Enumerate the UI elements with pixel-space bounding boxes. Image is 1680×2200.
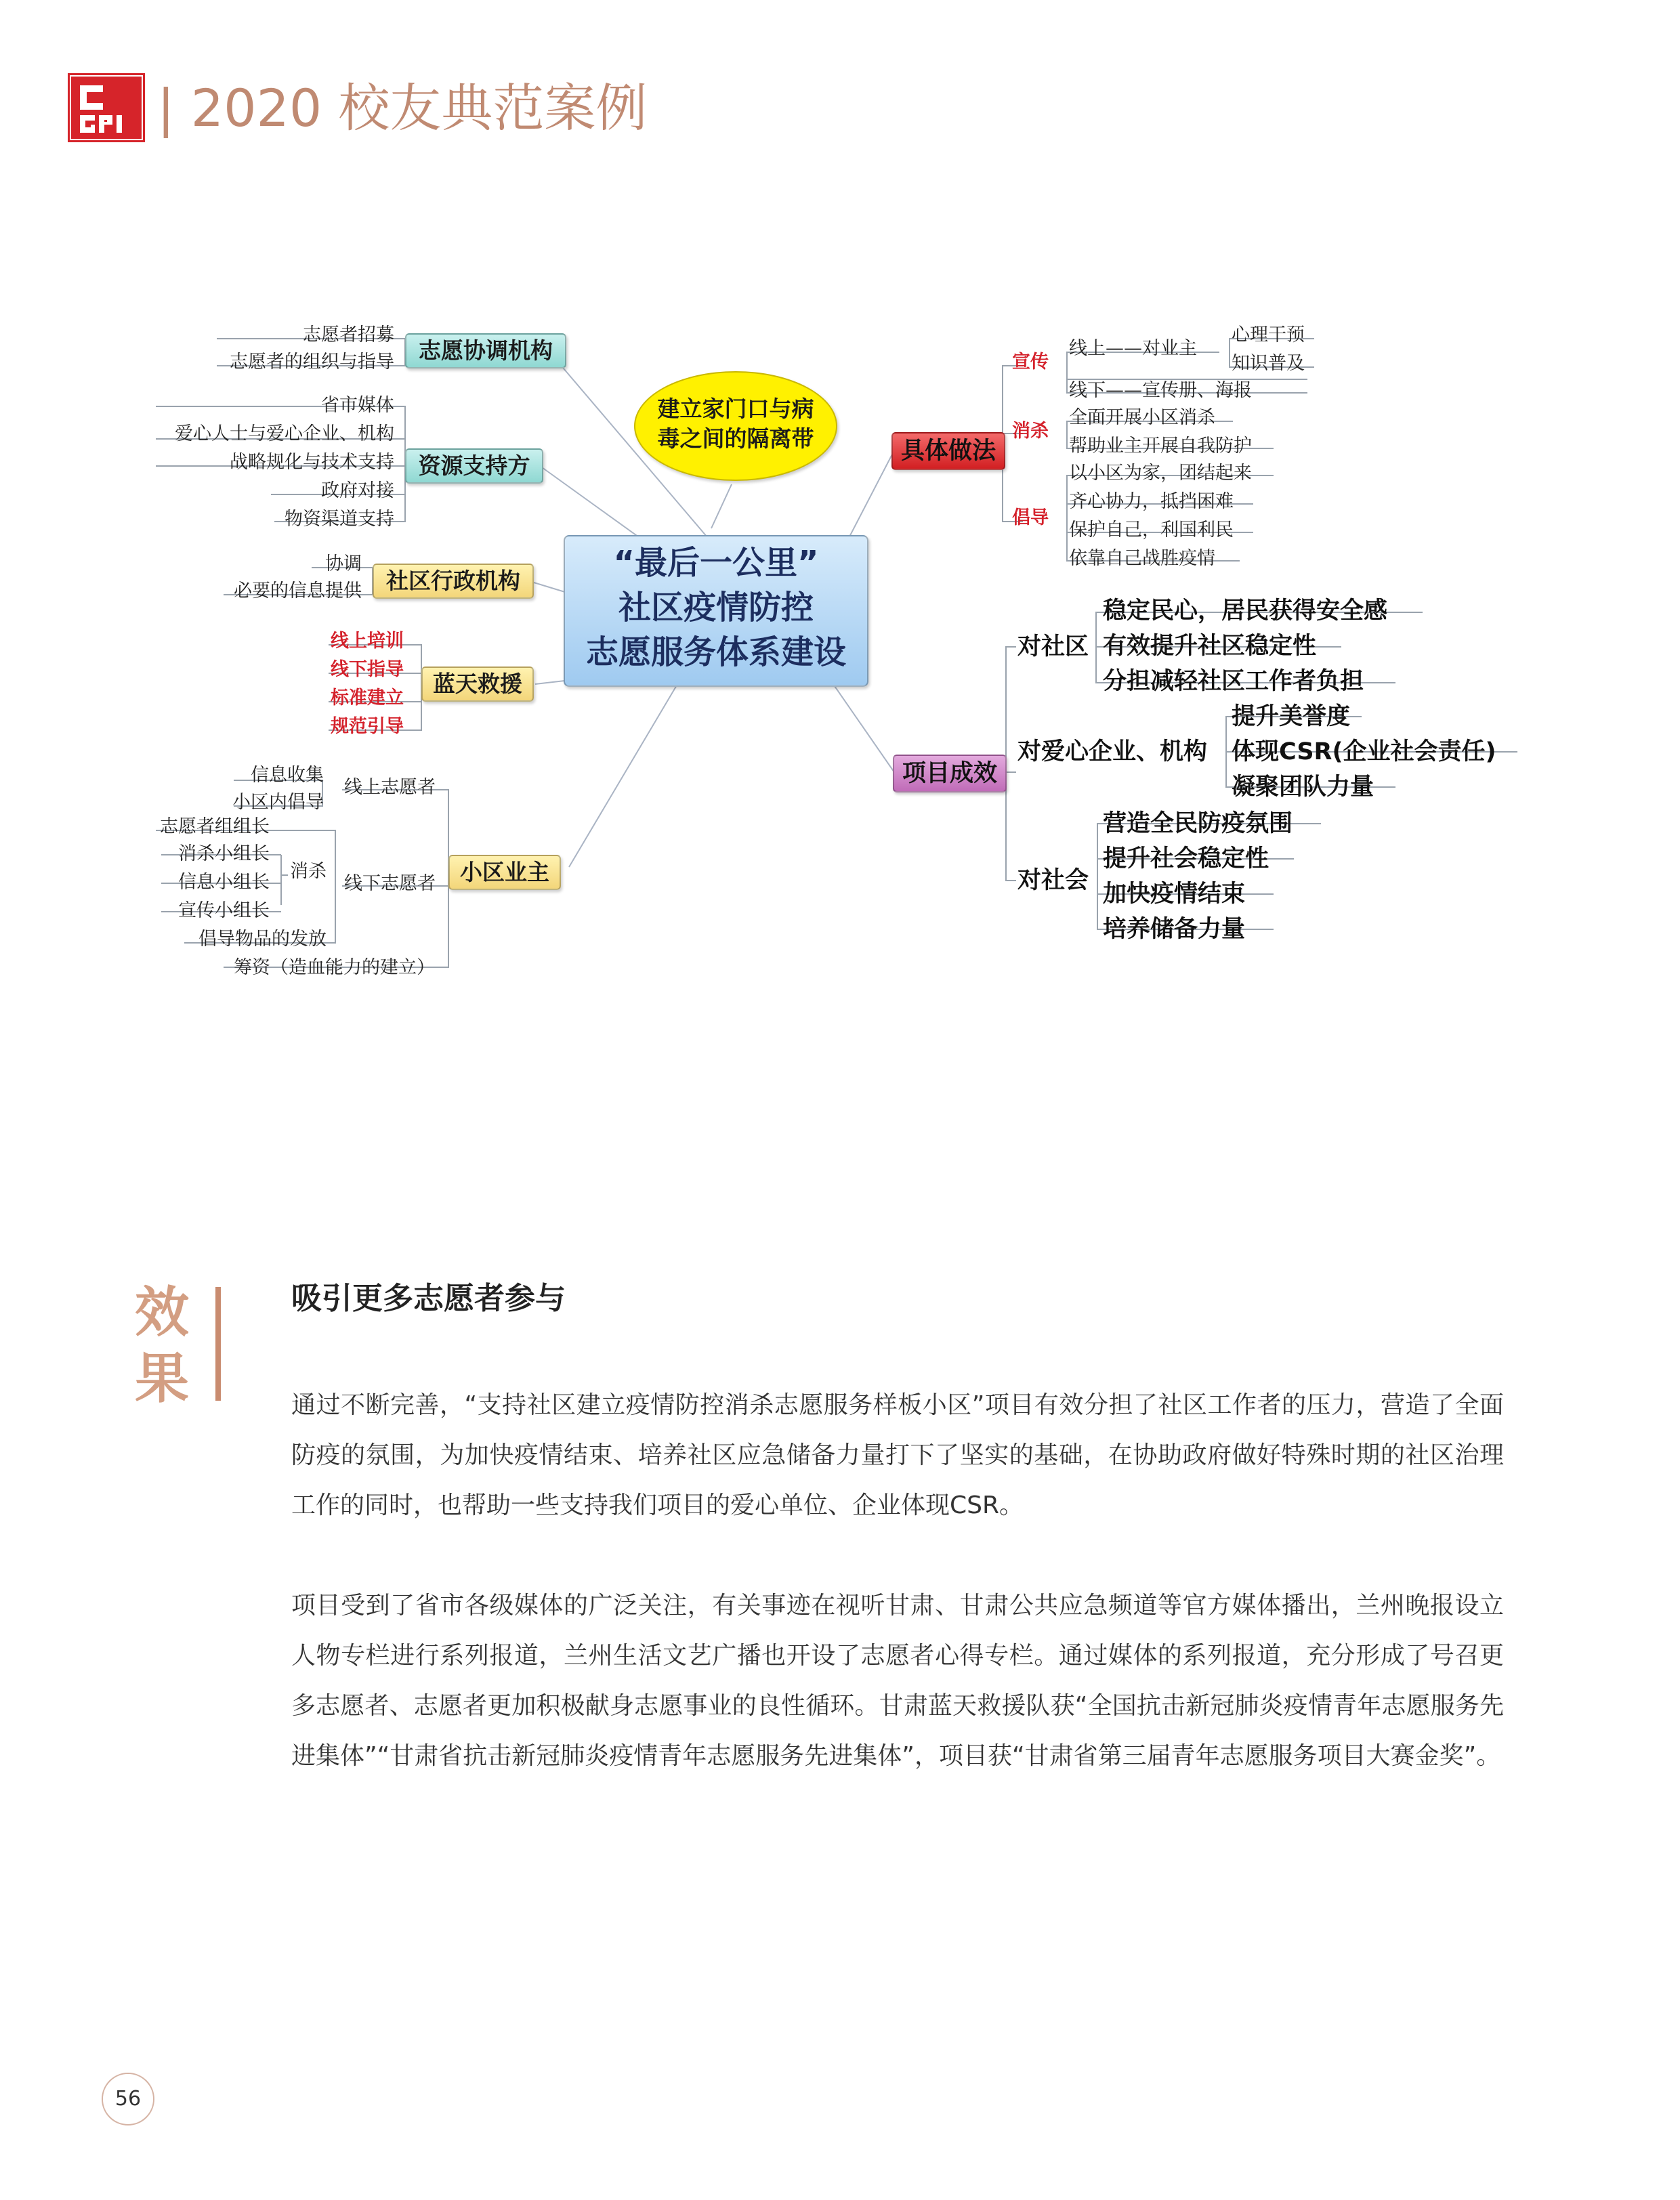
rescue-node: 蓝天救援 <box>421 667 534 702</box>
callout-line-1: 建立家门口与病 <box>657 396 814 422</box>
owners-offline-item: 志愿者组组长 <box>160 816 270 837</box>
rescue-item: 线下指导 <box>331 659 404 680</box>
methods-disinfection-item: 帮助业主开展自我防护 <box>1069 436 1252 457</box>
results-society-item: 提升社会稳定性 <box>1103 845 1269 872</box>
effect-label-char: 果 <box>135 1347 189 1410</box>
effect-heading: 吸引更多志愿者参与 <box>291 1280 566 1316</box>
methods-disinfection-label: 消杀 <box>1012 421 1049 442</box>
results-society-item: 培养储备力量 <box>1103 916 1246 943</box>
callout-line-2: 毒之间的隔离带 <box>657 425 814 452</box>
results-society-item: 加快疫情结束 <box>1103 881 1246 908</box>
results-enterprises-item: 凝聚团队力量 <box>1232 774 1374 801</box>
resources-item: 政府对接 <box>321 480 394 501</box>
center-node <box>564 535 868 687</box>
methods-advocacy-item: 齐心协力，抵挡困难 <box>1069 491 1234 512</box>
coordination-node: 志愿协调机构 <box>405 333 566 368</box>
results-community-item: 有效提升社区稳定性 <box>1103 633 1317 660</box>
rescue-item: 线上培训 <box>331 631 404 652</box>
rescue-item: 规范引导 <box>331 716 404 737</box>
owners-disinfection-item: 信息小组长 <box>178 872 270 893</box>
coordination-item: 志愿者招募 <box>303 324 394 345</box>
methods-advocacy-item: 保护自己，利国利民 <box>1069 520 1234 541</box>
results-society-label: 对社会 <box>1017 867 1089 894</box>
resources-node: 资源支持方 <box>405 448 543 484</box>
owners-node: 小区业主 <box>448 855 561 890</box>
rescue-item: 标准建立 <box>331 688 404 708</box>
results-enterprises-label: 对爱心企业、机构 <box>1017 738 1208 765</box>
coordination-item: 志愿者的组织与指导 <box>230 352 394 373</box>
admin-item: 必要的信息提供 <box>234 580 362 601</box>
methods-advocacy-item: 依靠自己战胜疫情 <box>1069 548 1215 569</box>
methods-publicity-online: 线上——对业主 <box>1069 338 1197 359</box>
methods-publicity-online-item: 心理干预 <box>1232 324 1305 345</box>
center-line-2: 社区疫情防控 <box>618 589 814 627</box>
effect-divider <box>215 1287 221 1401</box>
methods-publicity-offline: 线下——宣传册、海报 <box>1069 380 1252 401</box>
results-enterprises-item: 体现CSR(企业社会责任) <box>1232 738 1496 765</box>
admin-node: 社区行政机构 <box>373 564 534 599</box>
methods-publicity-label: 宣传 <box>1012 352 1049 373</box>
results-community-item: 分担减轻社区工作者负担 <box>1103 668 1364 695</box>
results-enterprises-item: 提升美誉度 <box>1232 703 1351 730</box>
methods-advocacy-label: 倡导 <box>1012 507 1049 528</box>
owners-disinfection-item: 宣传小组长 <box>178 900 270 921</box>
effect-paragraph: 项目受到了省市各级媒体的广泛关注，有关事迹在视听甘肃、甘肃公共应急频道等官方媒体播出，兰州晚报设立人物专栏进行系列报道，兰州生活文艺广播也开设了志愿者心得专栏。通过媒体的系列报道，充分形成了号召更多志愿者、志愿者更加积极献身志愿事业的良性循环。甘肃蓝天救援队获“全国抗击新冠肺炎疫情青年志愿服务先进集体”“甘肃省抗击新冠肺炎疫情青年志愿服务先进集体”，项目获“甘肃省第三届青年志愿服务项目大赛金奖”。 <box>291 1592 1504 1770</box>
results-society-item: 营造全民防疫氛围 <box>1103 810 1293 837</box>
results-community-label: 对社区 <box>1017 633 1089 660</box>
methods-node: 具体做法 <box>891 432 1005 470</box>
owners-online-item: 小区内倡导 <box>232 792 324 813</box>
resources-item: 物资渠道支持 <box>285 509 394 530</box>
owners-offline-label: 线下志愿者 <box>344 873 436 894</box>
owners-online-item: 信息收集 <box>251 765 324 786</box>
owners-offline-item: 倡导物品的发放 <box>198 929 327 950</box>
resources-item: 战略规化与技术支持 <box>230 452 394 473</box>
results-node: 项目成效 <box>893 755 1007 792</box>
methods-disinfection-item: 全面开展小区消杀 <box>1069 407 1215 428</box>
methods-publicity-online-item: 知识普及 <box>1232 353 1305 374</box>
header-title: | 2020 校友典范案例 <box>157 78 648 138</box>
page-number: 56 <box>102 2073 154 2125</box>
owners-online-label: 线上志愿者 <box>344 777 436 798</box>
center-line-3: 志愿服务体系建设 <box>585 633 846 671</box>
methods-advocacy-item: 以小区为家，团结起来 <box>1069 463 1252 484</box>
results-community-item: 稳定民心，居民获得安全感 <box>1103 597 1388 625</box>
center-line-1: “最后一公里” <box>613 544 819 582</box>
owners-disinfection-item: 消杀小组长 <box>178 843 270 864</box>
resources-item: 省市媒体 <box>321 395 394 416</box>
owners-funding: 筹资（造血能力的建立） <box>234 957 435 978</box>
admin-item: 协调 <box>325 553 362 574</box>
owners-disinfection-label: 消杀 <box>290 861 327 882</box>
effect-label-char: 效 <box>135 1281 189 1344</box>
isolation-callout <box>634 371 837 481</box>
effect-paragraph: 通过不断完善，“支持社区建立疫情防控消杀志愿服务样板小区”项目有效分担了社区工作者的压力，营造了全面防疫的氛围，为加快疫情结束、培养社区应急储备力量打下了坚实的基础，在协助政府做好特殊时期的社区治理工作的同时，也帮助一些支持我们项目的爱心单位、企业体现CSR。 <box>291 1391 1504 1519</box>
resources-item: 爱心人士与爱心企业、机构 <box>175 423 394 444</box>
